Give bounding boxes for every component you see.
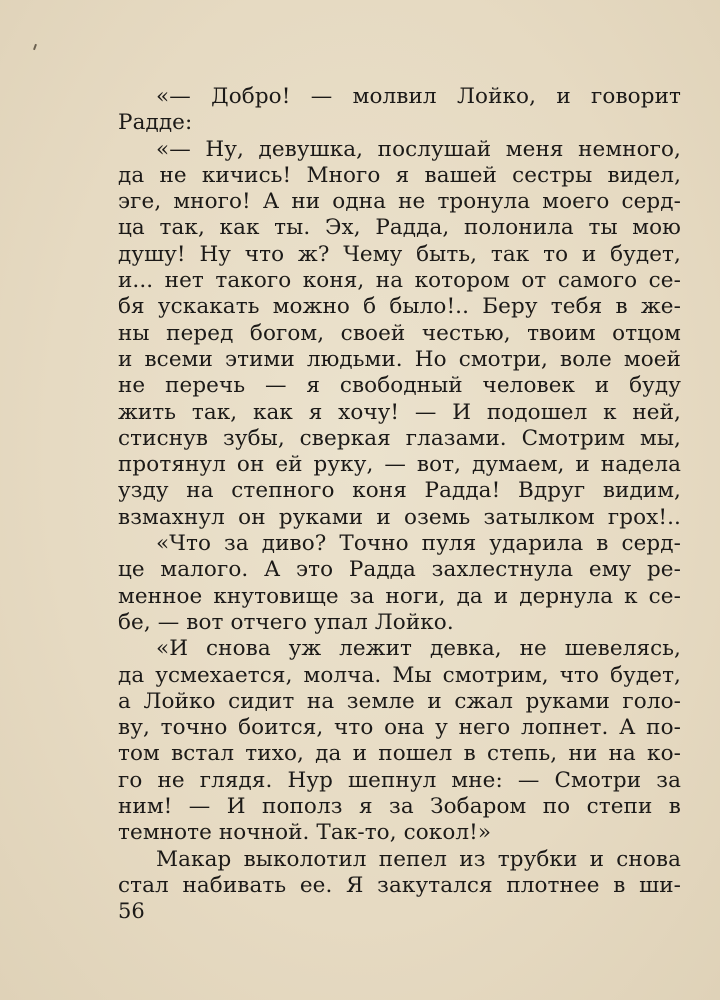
paper-speck (33, 44, 37, 50)
text-line: и... нет такого коня, на котором от самого се- (118, 268, 681, 294)
text-line: и всеми этими людьми. Но смотри, воле моей (118, 346, 681, 372)
body-text (118, 84, 681, 899)
text-line: а Лойко сидит на земле и сжал руками голо- (118, 688, 681, 714)
text-line: менное кнутовище за ноги, да и дернула к се- (118, 583, 681, 609)
text-line: том встал тихо, да и пошел в степь, ни на ко- (118, 741, 681, 767)
text-line: эге, много! А ни одна не тронула моего серд- (118, 189, 681, 215)
text-line: «— Ну, девушка, послушай меня немного, (156, 136, 681, 162)
text-line: бя ускакать можно б было!.. Беру тебя в же- (118, 294, 681, 320)
text-line: ца так, как ты. Эх, Радда, полонила ты мою (118, 215, 681, 241)
text-line: ним! — И пополз я за Зобаром по степи в (118, 794, 681, 820)
page-number: 56 (118, 899, 145, 923)
text-line: го не глядя. Нур шепнул мне: — Смотри за (118, 767, 681, 793)
text-line: душу! Ну что ж? Чему быть, так то и будет, (118, 241, 681, 267)
text-line: бе, — вот отчего упал Лойко. (118, 609, 454, 635)
text-line: узду на степного коня Радда! Вдруг видим, (118, 478, 681, 504)
text-line: «Что за диво? Точно пуля ударила в серд- (156, 531, 681, 557)
text-line: це малого. А это Радда захлестнула ему ре- (118, 557, 681, 583)
text-line: «И снова уж лежит девка, не шевелясь, (156, 636, 681, 662)
text-line: не перечь — я свободный человек и буду (118, 373, 681, 399)
text-line: темноте ночной. Так-то, сокол!» (118, 820, 492, 846)
text-line: Макар выколотил пепел из трубки и снова (156, 846, 681, 872)
text-line: Радде: (118, 110, 193, 136)
text-line: взмахнул он руками и оземь затылком грох!.. (118, 504, 681, 530)
text-line: стиснув зубы, сверкая глазами. Смотрим мы, (118, 425, 681, 451)
text-line: «— Добро! — молвил Лойко, и говорит (156, 84, 681, 109)
text-line: протянул он ей руку, — вот, думаем, и надела (118, 452, 681, 478)
text-line: да усмехается, молча. Мы смотрим, что будет, (118, 662, 681, 688)
text-line: жить так, как я хочу! — И подошел к ней, (118, 399, 681, 425)
text-line: ны перед богом, своей честью, твоим отцом (118, 320, 681, 346)
text-line: ву, точно боится, что она у него лопнет. А по- (118, 715, 681, 741)
text-line: стал набивать ее. Я закутался плотнее в ши- (118, 872, 681, 898)
text-line: да не кичись! Много я вашей сестры видел, (118, 162, 681, 188)
